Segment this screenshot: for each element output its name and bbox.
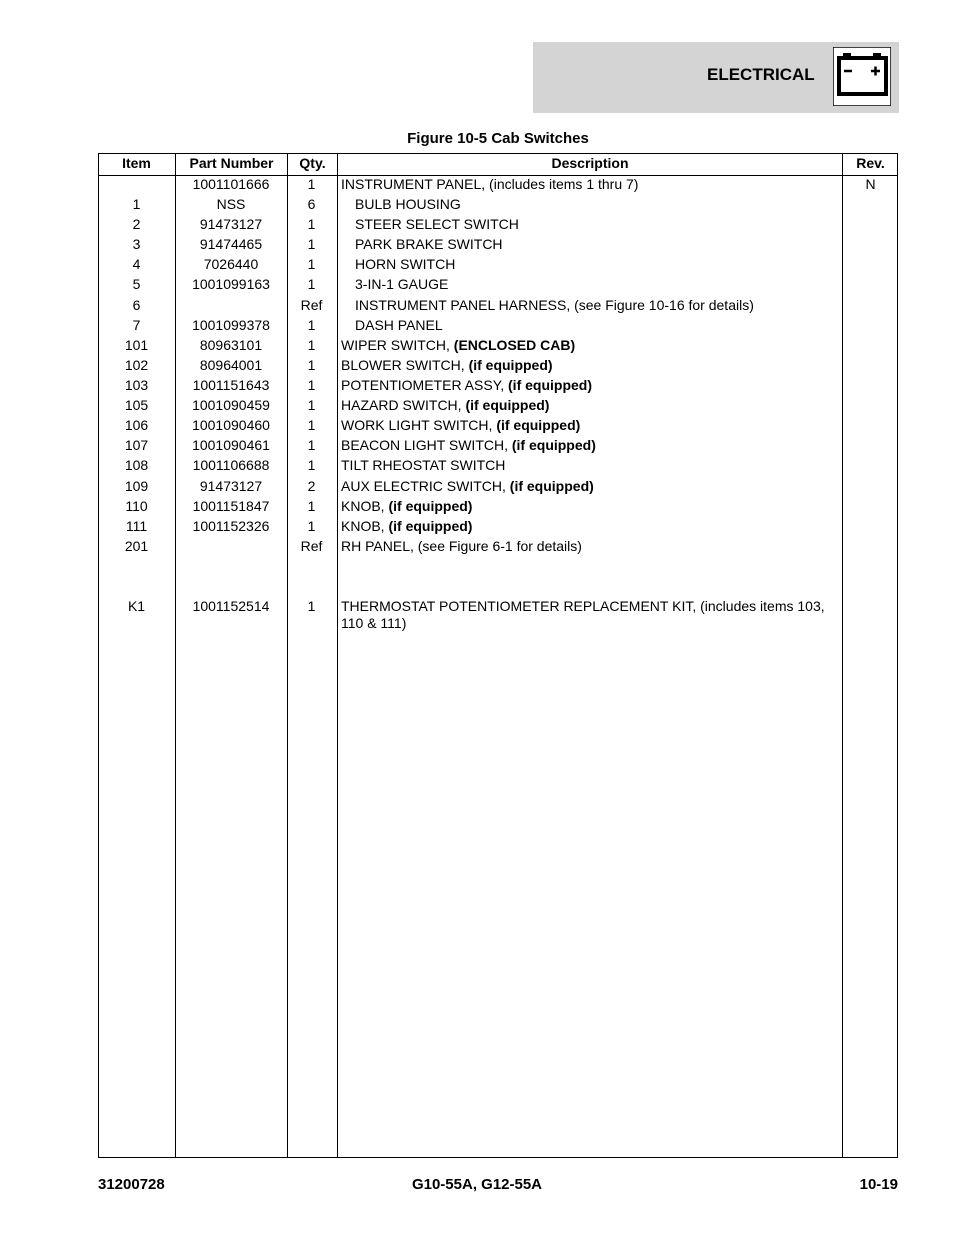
item-cell: 108 (124, 457, 149, 473)
item-cell: 103 (124, 377, 149, 393)
description-cell: BEACON LIGHT SWITCH, (if equipped) (341, 437, 596, 453)
qty-cell: 6 (307, 196, 316, 212)
qty-cell: 1 (307, 437, 316, 453)
part-number-cell: 1001152514 (192, 598, 270, 614)
description-cell: THERMOSTAT POTENTIOMETER REPLACEMENT KIT, (includes items 103, 110 & 111) (341, 598, 825, 631)
item-cell: 4 (132, 256, 141, 272)
part-number-cell: 1001151847 (192, 498, 270, 514)
item-cell: 3 (132, 236, 141, 252)
part-number-cell: 91473127 (199, 216, 263, 232)
item-cell: 5 (132, 276, 141, 292)
part-number-cell: 80964001 (199, 357, 263, 373)
description-cell: BULB HOUSING (355, 196, 461, 212)
qty-cell: 1 (307, 518, 316, 534)
header-qty: Qty. (299, 155, 326, 171)
qty-cell: 1 (307, 176, 316, 192)
description-cell: INSTRUMENT PANEL, (includes items 1 thru 7) (341, 176, 639, 192)
qty-cell: 1 (307, 598, 316, 614)
qty-cell: 1 (307, 216, 316, 232)
qty-cell: Ref (300, 297, 323, 313)
part-number-cell: 91474465 (199, 236, 263, 252)
description-cell: 3-IN-1 GAUGE (355, 276, 449, 292)
item-cell: K1 (127, 598, 146, 614)
qty-cell: 1 (307, 256, 316, 272)
item-cell: 111 (125, 518, 148, 534)
description-cell: DASH PANEL (355, 317, 443, 333)
item-cell: 7 (132, 317, 141, 333)
qty-cell: 1 (307, 377, 316, 393)
footer-page-number: 10-19 (859, 1176, 898, 1193)
part-number-cell: 91473127 (199, 478, 263, 494)
description-cell: KNOB, (if equipped) (341, 518, 473, 534)
qty-cell: 1 (307, 397, 316, 413)
description-cell: INSTRUMENT PANEL HARNESS, (see Figure 10-16 for details) (355, 297, 754, 313)
description-cell: BLOWER SWITCH, (if equipped) (341, 357, 553, 373)
description-cell: KNOB, (if equipped) (341, 498, 473, 514)
part-number-cell: 1001106688 (192, 457, 270, 473)
description-cell: POTENTIOMETER ASSY, (if equipped) (341, 377, 593, 393)
part-number-cell: 1001101666 (192, 176, 270, 192)
column-divider (337, 153, 338, 1158)
qty-cell: 1 (307, 236, 316, 252)
item-cell: 1 (132, 196, 141, 212)
item-cell: 106 (124, 417, 149, 433)
part-number-cell: 1001090460 (192, 417, 270, 433)
item-cell: 109 (124, 478, 149, 494)
part-number-cell: 1001151643 (192, 377, 270, 393)
qty-cell: 1 (307, 417, 316, 433)
section-title: ELECTRICAL (707, 65, 815, 84)
part-number-cell: 1001090461 (192, 437, 270, 453)
description-cell: STEER SELECT SWITCH (355, 216, 519, 232)
figure-title: Figure 10-5 Cab Switches (407, 130, 589, 147)
item-cell: 2 (132, 216, 141, 232)
description-cell: WIPER SWITCH, (ENCLOSED CAB) (341, 337, 576, 353)
description-cell: HORN SWITCH (355, 256, 456, 272)
qty-cell: 1 (307, 337, 316, 353)
header-description: Description (551, 155, 629, 171)
qty-cell: 2 (307, 478, 316, 494)
part-number-cell: 1001152326 (192, 518, 270, 534)
item-cell: 102 (124, 357, 149, 373)
part-number-cell: 80963101 (199, 337, 263, 353)
rev-cell: N (865, 176, 876, 192)
item-cell: 107 (124, 437, 149, 453)
item-cell: 201 (124, 538, 149, 554)
description-cell: HAZARD SWITCH, (if equipped) (341, 397, 550, 413)
description-cell: WORK LIGHT SWITCH, (if equipped) (341, 417, 581, 433)
qty-cell: 1 (307, 276, 316, 292)
header-rev: Rev. (856, 155, 885, 171)
header-item: Item (122, 155, 151, 171)
item-cell: 110 (125, 498, 148, 514)
part-number-cell: 1001090459 (192, 397, 270, 413)
qty-cell: 1 (307, 317, 316, 333)
header-part-number: Part Number (189, 155, 274, 171)
item-cell: 101 (124, 337, 149, 353)
item-cell: 105 (124, 397, 149, 413)
part-number-cell: 1001099163 (192, 276, 270, 292)
description-cell: RH PANEL, (see Figure 6-1 for details) (341, 538, 582, 554)
item-cell: 6 (132, 297, 141, 313)
part-number-cell: 1001099378 (192, 317, 270, 333)
footer-document-number: 31200728 (98, 1176, 165, 1193)
column-divider (175, 153, 176, 1158)
qty-cell: 1 (307, 357, 316, 373)
part-number-cell: 7026440 (203, 256, 259, 272)
qty-cell: 1 (307, 498, 316, 514)
description-cell: TILT RHEOSTAT SWITCH (341, 457, 506, 473)
qty-cell: 1 (307, 457, 316, 473)
qty-cell: Ref (300, 538, 323, 554)
description-cell: AUX ELECTRIC SWITCH, (if equipped) (341, 478, 594, 494)
description-cell: PARK BRAKE SWITCH (355, 236, 503, 252)
part-number-cell: NSS (216, 196, 246, 212)
battery-icon (833, 47, 891, 106)
footer-model: G10-55A, G12-55A (411, 1176, 543, 1193)
